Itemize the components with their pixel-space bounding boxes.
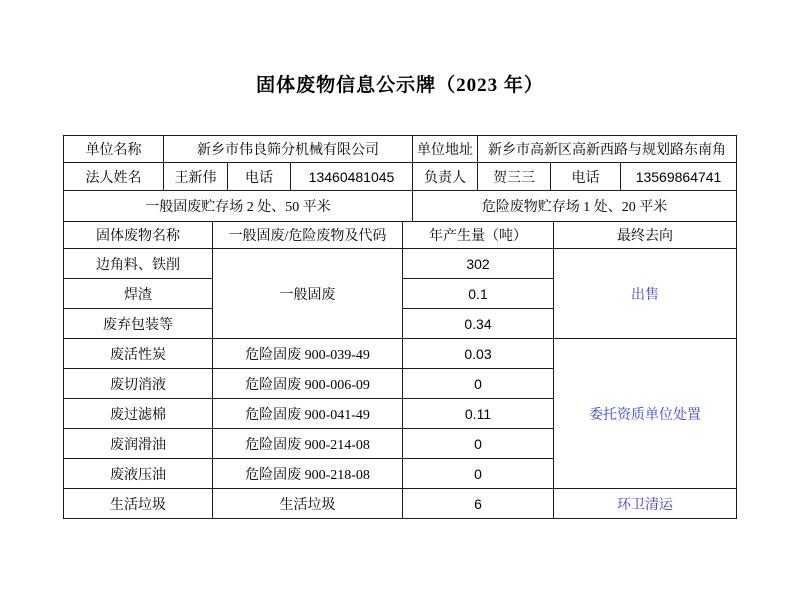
phone2-value: 13569864741	[621, 163, 737, 191]
waste-name: 废活性炭	[64, 339, 213, 369]
waste-name: 废弃包装等	[64, 309, 213, 339]
unit-address-label: 单位地址	[413, 136, 478, 163]
waste-amount: 0	[403, 429, 554, 459]
waste-amount: 0	[403, 459, 554, 489]
table-row	[64, 489, 737, 519]
legal-person-label: 法人姓名	[64, 163, 164, 191]
waste-category: 生活垃圾	[213, 489, 403, 519]
waste-amount: 0.03	[403, 339, 554, 369]
waste-destination: 环卫清运	[554, 489, 737, 519]
waste-destination: 出售	[554, 249, 737, 339]
waste-name: 焊渣	[64, 279, 213, 309]
waste-destination: 委托资质单位处置	[554, 339, 737, 489]
waste-amount: 0	[403, 369, 554, 399]
waste-amount: 302	[403, 249, 554, 279]
waste-category: 危险固废 900-041-49	[213, 399, 403, 429]
table-header-row	[64, 222, 737, 249]
waste-detail-table	[63, 221, 737, 519]
phone2-label: 电话	[551, 163, 621, 191]
legal-person-value: 王新伟	[164, 163, 228, 191]
waste-category: 危险固废 900-218-08	[213, 459, 403, 489]
waste-name: 边角料、铁削	[64, 249, 213, 279]
table-row	[64, 136, 737, 163]
waste-name: 废切消液	[64, 369, 213, 399]
table-row	[64, 163, 737, 191]
solid-waste-notice-table	[63, 135, 736, 519]
hazardous-storage-summary: 危险废物贮存场 1 处、20 平米	[413, 191, 737, 222]
storage-summary-table	[63, 190, 737, 222]
table-row	[64, 191, 737, 222]
waste-name: 废液压油	[64, 459, 213, 489]
waste-category: 危险固废 900-006-09	[213, 369, 403, 399]
header-waste-name: 固体废物名称	[64, 222, 213, 249]
manager-label: 负责人	[413, 163, 478, 191]
manager-value: 贺三三	[478, 163, 551, 191]
table-row	[64, 249, 737, 279]
table-row	[64, 339, 737, 369]
waste-category: 危险固废 900-214-08	[213, 429, 403, 459]
waste-category: 危险固废 900-039-49	[213, 339, 403, 369]
unit-address-value: 新乡市高新区高新西路与规划路东南角	[478, 136, 737, 163]
waste-amount: 0.1	[403, 279, 554, 309]
waste-name: 废过滤棉	[64, 399, 213, 429]
waste-category: 一般固废	[213, 249, 403, 339]
waste-amount: 0.11	[403, 399, 554, 429]
header-destination: 最终去向	[554, 222, 737, 249]
waste-name: 生活垃圾	[64, 489, 213, 519]
unit-name-value: 新乡市伟良筛分机械有限公司	[164, 136, 413, 163]
waste-amount: 6	[403, 489, 554, 519]
phone1-label: 电话	[228, 163, 291, 191]
phone1-value: 13460481045	[291, 163, 413, 191]
unit-info-table	[63, 135, 737, 191]
header-annual-amount: 年产生量（吨）	[403, 222, 554, 249]
page-title: 固体废物信息公示牌（2023 年）	[256, 75, 544, 96]
header-waste-category: 一般固废/危险废物及代码	[213, 222, 403, 249]
unit-name-label: 单位名称	[64, 136, 164, 163]
general-storage-summary: 一般固废贮存场 2 处、50 平米	[64, 191, 413, 222]
waste-name: 废润滑油	[64, 429, 213, 459]
waste-amount: 0.34	[403, 309, 554, 339]
